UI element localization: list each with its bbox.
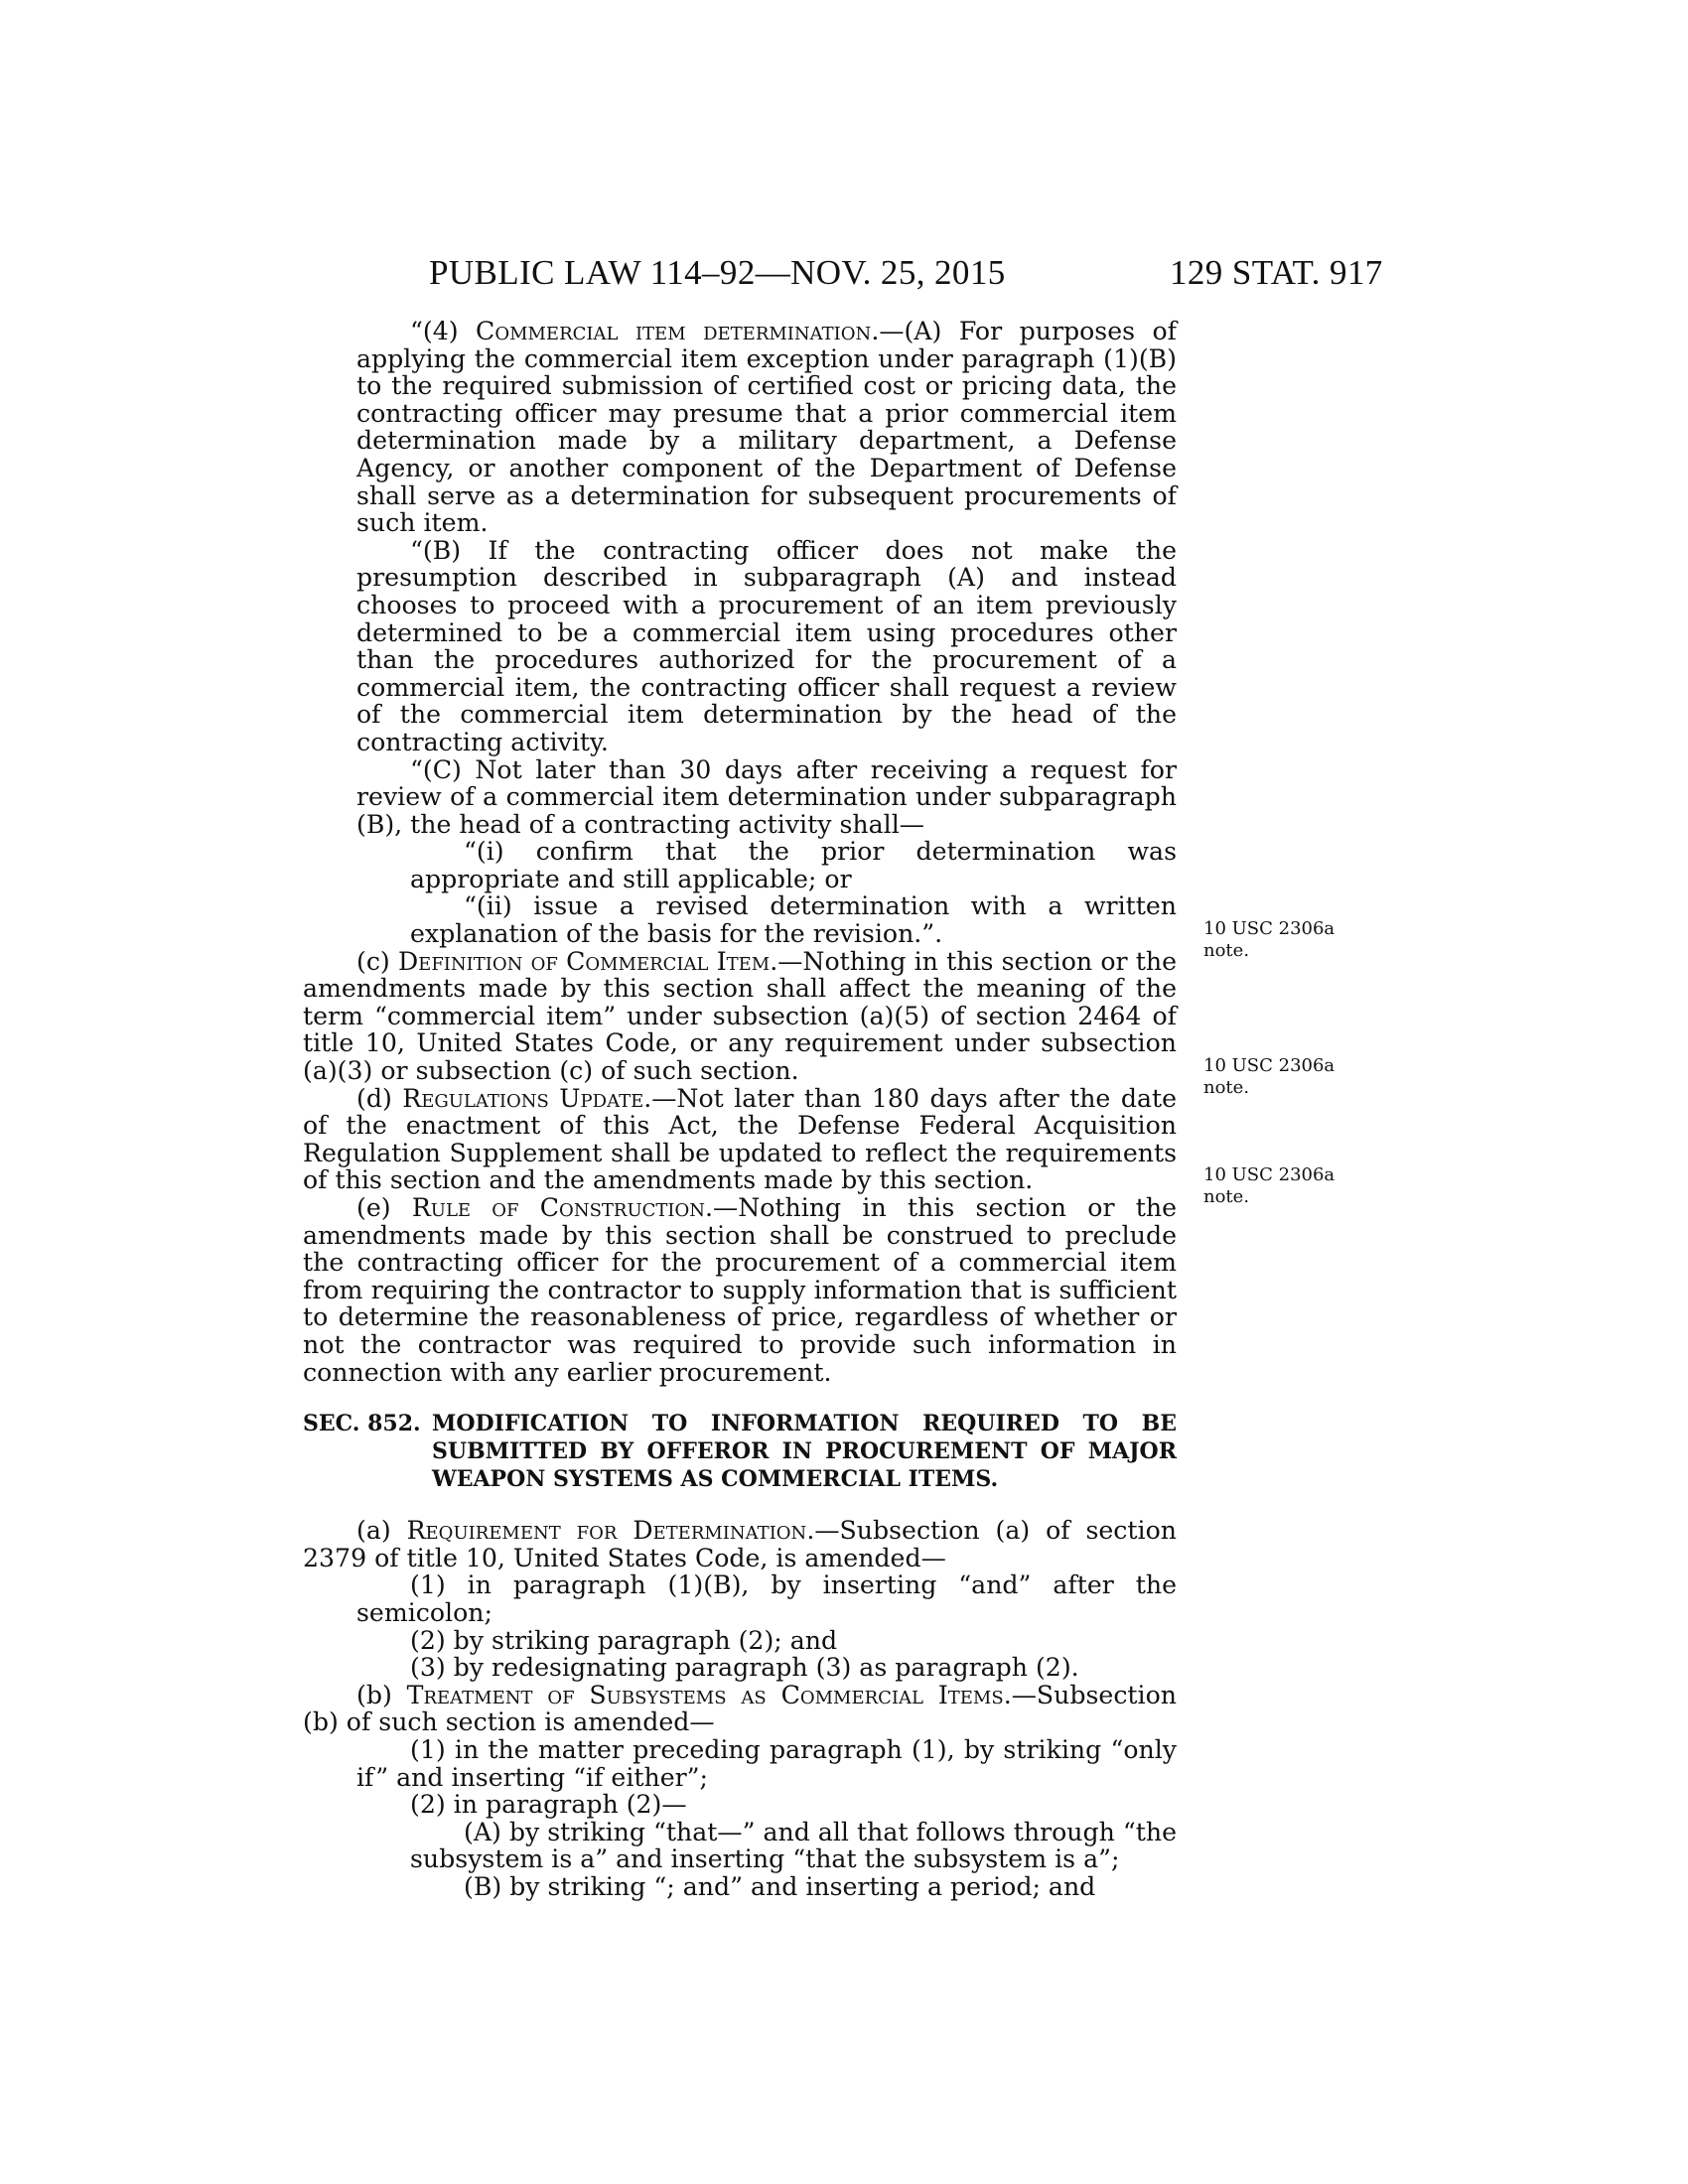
paragraph-a2: (2) by striking paragraph (2); and (410, 1625, 838, 1655)
section-title: MODIFICATION TO INFORMATION REQUIRED TO BE SUBMITTED BY OFFEROR IN PROCUREMENT OF MAJOR WEAPON SYSTEMS AS COMMERCIAL ITEMS. (432, 1411, 1177, 1493)
clause-ii: “(ii) issue a revised determination with a written explanation of the basis for the revision.”. (410, 891, 1177, 949)
subsection-b: (b) Treatment of Subsystems as Commercial Items.—Subsection (b) of such section is amended— (303, 1680, 1177, 1737)
subparagraph-b2A: (A) by striking “that—” and all that follows through “the subsystem is a” and inserting “that the subsystem is a”; (410, 1817, 1177, 1874)
subsection-e: (e) Rule of Construction.—Nothing in this section or the amendments made by this section shall be construed to preclude the contracting officer for the procurement of a commercial item from requiring the contractor to supply information that is sufficient to determine the reasonableness of price, regardless of whether or not the contractor was required to provide such information in connection with any earlier procurement. (303, 1193, 1177, 1387)
paragraph-B: “(B) If the contracting officer does not make the presumption described in subparagraph (A) and instead chooses to proceed with a procurement of an item previously determined to be a commercial item using procedures other than the procedures authorized for the procurement of a commercial item, the contracting officer shall request a review of the commercial item determination by the head of the contracting activity. (356, 535, 1177, 756)
paragraph-b2: (2) in paragraph (2)— (410, 1790, 687, 1820)
page-body (303, 318, 1177, 1900)
paragraph-a1: (1) in paragraph (1)(B), by inserting “and” after the semicolon; (356, 1570, 1177, 1627)
subsection-c: (c) Definition of Commercial Item.—Nothing in this section or the amendments made by this section shall affect the meaning of the term “commercial item” under subsection (a)(5) of section 2464 of title 10, United States Code, or any requirement under subsection (a)(3) or subsection (c) of such section. (303, 946, 1177, 1086)
paragraph-b1: (1) in the matter preceding paragraph (1), by striking “only if” and inserting “if either”; (356, 1734, 1177, 1792)
running-header: PUBLIC LAW 114–92—NOV. 25, 2015 (429, 253, 1006, 292)
section-heading (303, 1410, 1177, 1493)
margin-note-c: 10 USC 2306a note. (1203, 918, 1336, 961)
margin-note-e: 10 USC 2306a note. (1203, 1164, 1336, 1207)
paragraph-4: “(4) Commercial item determination.—(A) For purposes of applying the commercial item exception under paragraph (1)(B) to the required submission of certified cost or pricing data, the contracting officer may presume that a prior commercial item determination made by a military department, a Defense Agency, or another component of the Department of Defense shall serve as a determination for subsequent procurements of such item. (356, 317, 1178, 538)
paragraph-C: “(C) Not later than 30 days after receiving a request for review of a commercial item determination under subparagraph (B), the head of a contracting activity shall— (356, 754, 1177, 839)
page-citation: 129 STAT. 917 (1170, 253, 1383, 292)
clause-i: “(i) confirm that the prior determination was appropriate and still applicable; or (410, 837, 1177, 893)
margin-note-d: 10 USC 2306a note. (1203, 1055, 1336, 1098)
paragraph-a3: (3) by redesignating paragraph (3) as paragraph (2). (410, 1653, 1079, 1683)
section-number: SEC. 852. (303, 1411, 421, 1437)
subsection-a: (a) Requirement for Determination.—Subsection (a) of section 2379 of title 10, United States Code, is amended— (303, 1516, 1177, 1572)
subsection-d: (d) Regulations Update.—Not later than 180 days after the date of the enactment of this Act, the Defense Federal Acquisition Regulation Supplement shall be updated to reflect the requirements of this section and the amendments made by this section. (303, 1083, 1177, 1195)
subparagraph-b2B: (B) by striking “; and” and inserting a period; and (464, 1871, 1096, 1901)
